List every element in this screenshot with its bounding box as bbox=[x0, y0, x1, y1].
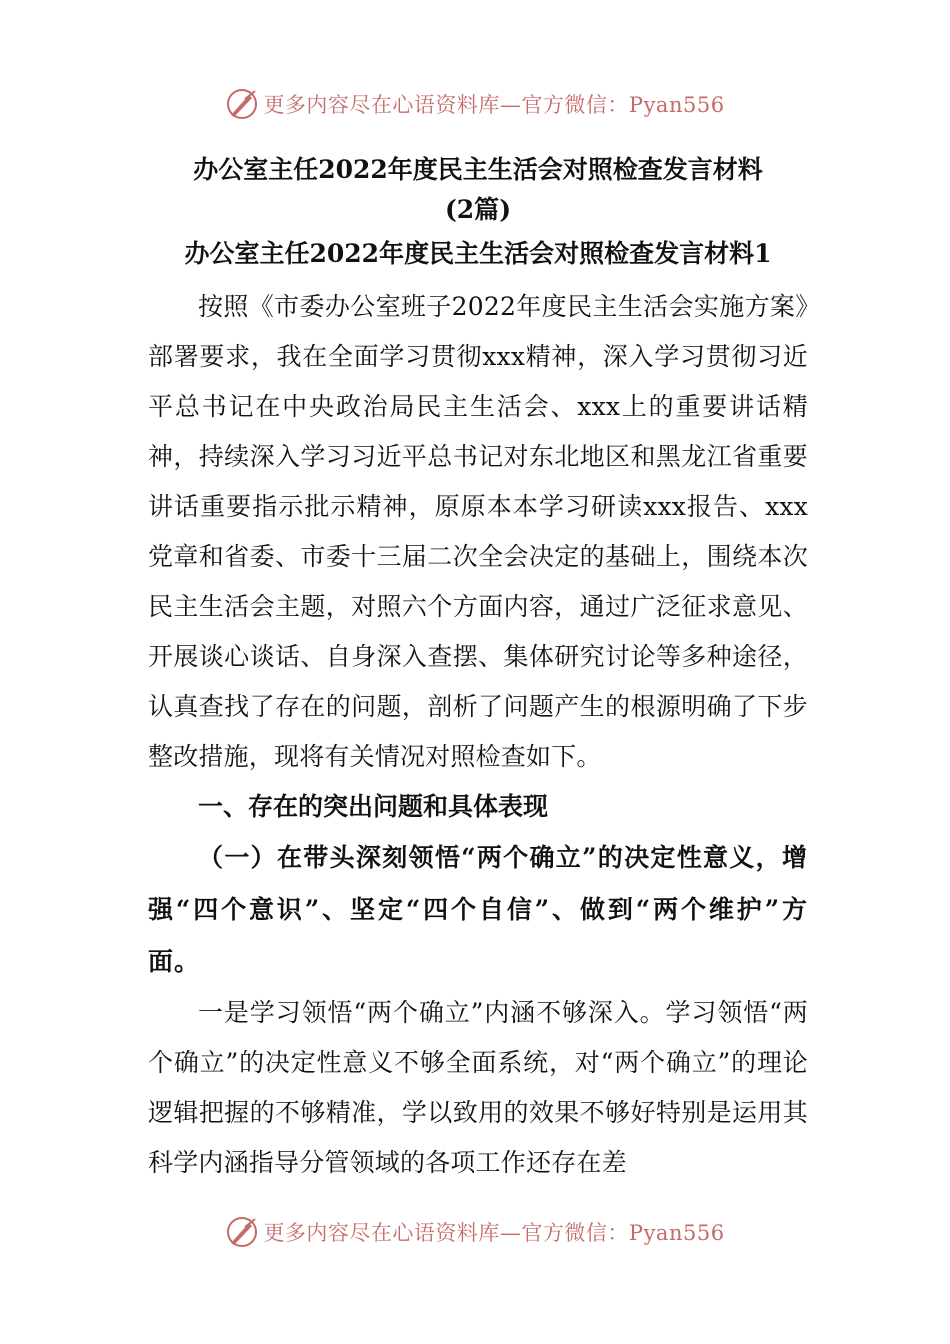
body-paragraph: 一是学习领悟“两个确立”内涵不够深入。学习领悟“两个确立”的决定性意义不够全面系统，对“两个确立”的理论逻辑把握的不够精准，学以致用的效果不够好特别是运用其科学内涵指导分管领域的各项工作还存在差 bbox=[148, 998, 808, 1177]
pen-circle-icon bbox=[225, 1215, 259, 1249]
document-subtitle: (2篇) bbox=[444, 195, 512, 224]
watermark-footer bbox=[0, 1212, 950, 1252]
section-title: 办公室主任2022年度民主生活会对照检查发言材料1 bbox=[184, 239, 772, 268]
pen-circle-icon bbox=[225, 87, 259, 121]
intro-paragraph: 按照《市委办公室班子2022年度民主生活会实施方案》部署要求，我在全面学习贯彻xxx精神，深入学习贯彻习近平总书记在中央政治局民主生活会、xxx上的重要讲话精神，持续深入学习习近平总书记对东北地区和黑龙江省重要讲话重要指示批示精神，原原本本学习研读xxx报告、xxx党章和省委、市委十三届二次全会决定的基础上，围绕本次民主生活会主题，对照六个方面内容，通过广泛征求意见、开展谈心谈话、自身深入查摆、集体研究讨论等多种途径，认真查找了存在的问题，剖析了问题产生的根源明确了下步整改措施，现将有关情况对照检查如下。 bbox=[148, 292, 808, 771]
watermark-text: 更多内容尽在心语资料库—官方微信：Pyan556 bbox=[263, 1221, 725, 1245]
heading-level-1: 一、存在的突出问题和具体表现 bbox=[198, 792, 549, 821]
document-body bbox=[148, 150, 808, 1188]
watermark-text: 更多内容尽在心语资料库—官方微信：Pyan556 bbox=[263, 93, 725, 117]
document-title: 办公室主任2022年度民主生活会对照检查发言材料 bbox=[193, 155, 763, 184]
watermark-header bbox=[0, 84, 950, 124]
heading-level-2: （一）在带头深刻领悟“两个确立”的决定性意义，增强“四个意识”、坚定“四个自信”、做到“两个维护”方面。 bbox=[148, 843, 808, 976]
